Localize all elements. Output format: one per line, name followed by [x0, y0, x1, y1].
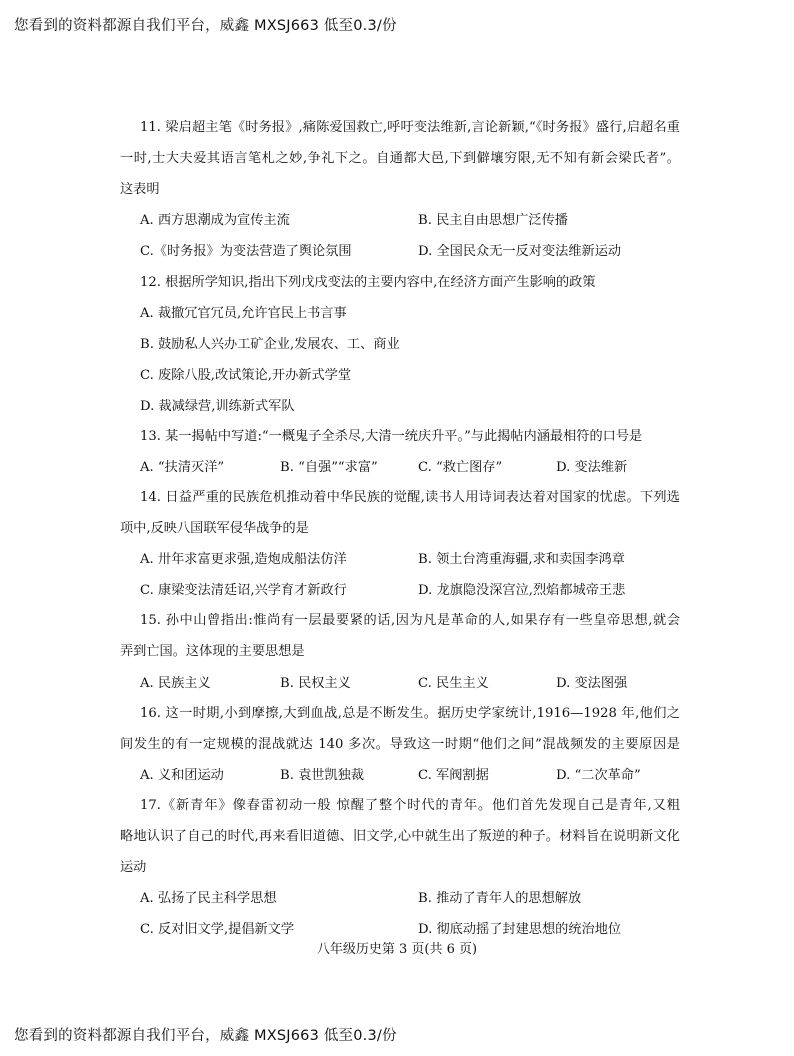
question-17-line-2: 略地认识了自己的时代,再来看旧道德、旧文学,心中就生出了叛逆的种子。材料旨在说明新文化 [120, 829, 680, 844]
question-17-option-a: A. 弘扬了民主科学思想 [140, 891, 277, 906]
question-14-option-c: C. 康梁变法清廷诏,兴学育才新政行 [140, 583, 347, 598]
question-16-option-a: A. 义和团运动 [140, 768, 224, 783]
question-11-option-c: C.《时务报》为变法营造了舆论氛围 [140, 244, 352, 259]
question-13-line-1: 13. 某一揭帖中写道:“一概鬼子全杀尽,大清一统庆升平。”与此揭帖内涵最相符的口号是 [140, 429, 643, 444]
question-17-option-b: B. 推动了青年人的思想解放 [418, 891, 582, 906]
question-13-option-b: B. “自强”“求富” [280, 460, 378, 475]
question-11-option-a: A. 西方思潮成为宣传主流 [140, 213, 290, 228]
question-12-line-1: 12. 根据所学知识,指出下列戊戌变法的主要内容中,在经济方面产生影响的政策 [140, 275, 596, 290]
question-14-line-2: 项中,反映八国联军侵华战争的是 [120, 521, 309, 536]
question-14-line-1: 14. 日益严重的民族危机推动着中华民族的觉醒,读书人用诗词表达着对国家的忧虑。下列选 [140, 490, 680, 505]
question-16-line-1: 16. 这一时期,小到摩擦,大到血战,总是不断发生。据历史学家统计,1916—1928 年,他们之 [140, 706, 680, 721]
bottom-watermark-banner: 您看到的资料都源自我们平台，威鑫 MXSJ663 低至0.3/份 [14, 1028, 397, 1044]
question-11-line-3: 这表明 [120, 182, 160, 197]
question-15-option-a: A. 民族主义 [140, 676, 211, 691]
question-11-option-b: B. 民主自由思想广泛传播 [418, 213, 568, 228]
question-14-option-d: D. 龙旗隐没深宫泣,烈焰都城帝王悲 [418, 583, 626, 598]
question-15-option-d: D. 变法图强 [556, 676, 628, 691]
question-12-option-a: A. 裁撤冗官冗员,允许官民上书言事 [140, 306, 347, 321]
question-14-option-b: B. 领土台湾重海疆,求和卖国李鸿章 [418, 552, 625, 567]
top-watermark-banner: 您看到的资料都源自我们平台，威鑫 MXSJ663 低至0.3/份 [14, 18, 397, 34]
question-11-line-2: 一时,士大夫爱其语言笔札之妙,争礼下之。自通都大邑,下到僻壤穷限,无不知有新会梁氏者”。 [120, 151, 680, 166]
question-16-line-2: 间发生的有一定规模的混战就达 140 多次。导致这一时期“他们之间”混战频发的主要原因是 [120, 737, 680, 752]
question-12-option-d: D. 裁减绿营,训练新式军队 [140, 399, 295, 414]
question-15-option-c: C. 民生主义 [418, 676, 489, 691]
question-16-option-c: C. 军阀割据 [418, 768, 489, 783]
question-16-option-d: D. “二次革命” [556, 768, 641, 783]
page-footer: 八年级历史第 3 页(共 6 页) [316, 942, 478, 957]
question-12-option-b: B. 鼓励私人兴办工矿企业,发展农、工、商业 [140, 337, 400, 352]
question-13-option-a: A. “扶清灭洋” [140, 460, 225, 475]
question-17-line-3: 运动 [120, 860, 147, 875]
question-11-line-1: 11. 梁启超主笔《时务报》,痛陈爱国救亡,呼吁变法维新,言论新颖,“《时务报》盛行,启超名重 [140, 120, 680, 135]
question-17-line-1: 17.《新青年》像春雷初动一般 惊醒了整个时代的青年。他们首先发现自己是青年,又粗 [140, 798, 680, 813]
question-15-line-2: 弄到亡国。这体现的主要思想是 [120, 644, 305, 659]
question-13-option-d: D. 变法维新 [556, 460, 628, 475]
question-11-option-d: D. 全国民众无一反对变法维新运动 [418, 244, 622, 259]
question-17-option-c: C. 反对旧文学,提倡新文学 [140, 922, 295, 937]
question-13-option-c: C. “救亡图存” [418, 460, 503, 475]
question-12-option-c: C. 废除八股,改试策论,开办新式学堂 [140, 368, 352, 383]
question-14-option-a: A. 卅年求富更求强,造炮成船法仿洋 [140, 552, 347, 567]
question-16-option-b: B. 袁世凯独裁 [280, 768, 365, 783]
question-15-option-b: B. 民权主义 [280, 676, 351, 691]
question-17-option-d: D. 彻底动摇了封建思想的统治地位 [418, 922, 622, 937]
question-15-line-1: 15. 孙中山曾指出:惟尚有一层最要紧的话,因为凡是革命的人,如果存有一些皇帝思想,就会 [140, 613, 680, 628]
